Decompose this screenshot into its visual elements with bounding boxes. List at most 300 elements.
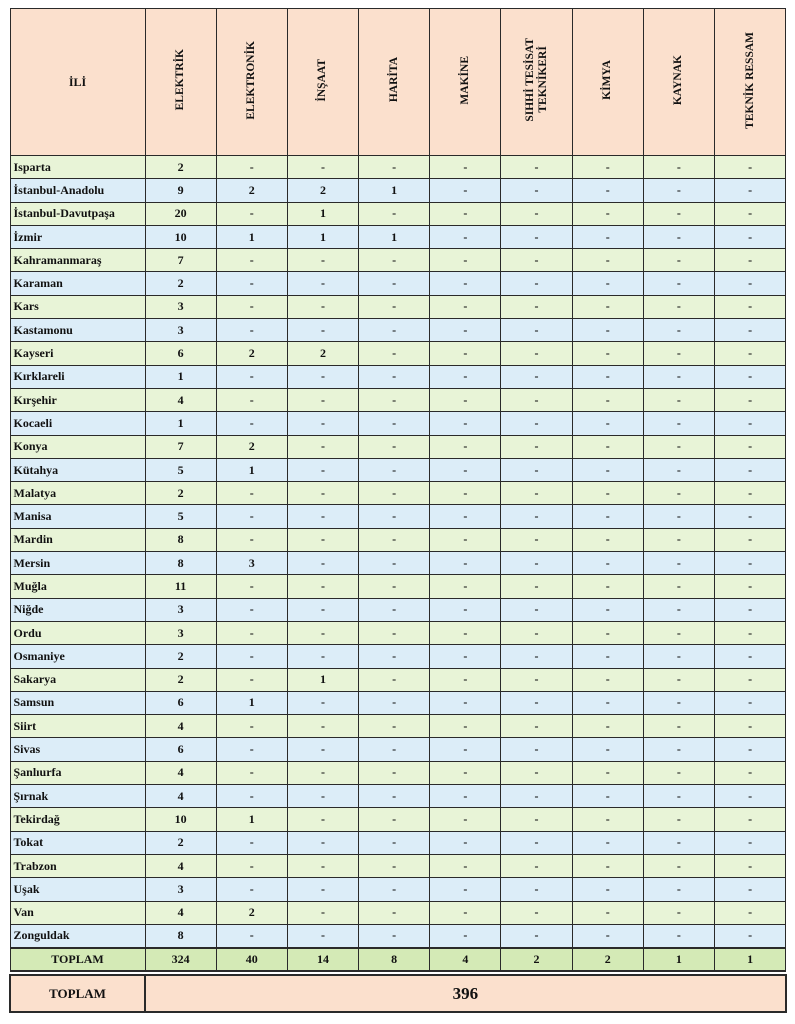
table-row (10, 156, 786, 179)
value-cell: - (501, 924, 572, 948)
province-name: Isparta (10, 156, 145, 179)
total-cell: 1 (715, 948, 786, 971)
value-cell: - (501, 668, 572, 691)
value-cell: - (359, 505, 430, 528)
value-cell: 5 (145, 505, 216, 528)
value-cell: - (715, 505, 786, 528)
value-cell: - (216, 924, 287, 948)
value-cell: - (643, 179, 714, 202)
value-cell: 7 (145, 249, 216, 272)
value-cell: 10 (145, 225, 216, 248)
value-cell: 3 (145, 319, 216, 342)
value-cell: - (287, 528, 358, 551)
province-name: Kocaeli (10, 412, 145, 435)
value-cell: - (572, 808, 643, 831)
summary-table-container (9, 8, 785, 1013)
value-cell: - (572, 598, 643, 621)
value-cell: - (430, 901, 501, 924)
value-cell: - (216, 761, 287, 784)
value-cell: - (216, 738, 287, 761)
value-cell: - (643, 621, 714, 644)
value-cell: - (287, 621, 358, 644)
value-cell: 1 (287, 225, 358, 248)
value-cell: 2 (145, 645, 216, 668)
province-name: Kütahya (10, 458, 145, 481)
value-cell: - (715, 412, 786, 435)
province-name: İstanbul-Anadolu (10, 179, 145, 202)
table-row (10, 179, 786, 202)
column-header (430, 9, 501, 156)
value-cell: 8 (145, 552, 216, 575)
value-cell: - (643, 505, 714, 528)
table-row (10, 785, 786, 808)
table-row (10, 552, 786, 575)
value-cell: 4 (145, 761, 216, 784)
table-row (10, 808, 786, 831)
province-name: Manisa (10, 505, 145, 528)
value-cell: - (501, 738, 572, 761)
value-cell: - (216, 621, 287, 644)
value-cell: 1 (287, 668, 358, 691)
province-name: Tokat (10, 831, 145, 854)
value-cell: 7 (145, 435, 216, 458)
value-cell: - (572, 621, 643, 644)
value-cell: - (501, 482, 572, 505)
value-cell: - (643, 388, 714, 411)
value-cell: - (287, 552, 358, 575)
value-cell: 3 (145, 621, 216, 644)
value-cell: - (216, 575, 287, 598)
total-cell: 2 (572, 948, 643, 971)
value-cell: 3 (216, 552, 287, 575)
value-cell: - (715, 179, 786, 202)
column-header (643, 9, 714, 156)
value-cell: - (287, 645, 358, 668)
value-cell: - (216, 528, 287, 551)
value-cell: - (359, 738, 430, 761)
table-row (10, 225, 786, 248)
value-cell: - (643, 901, 714, 924)
header-row (10, 9, 786, 156)
value-cell: - (643, 785, 714, 808)
value-cell: - (216, 365, 287, 388)
value-cell: - (572, 272, 643, 295)
value-cell: - (430, 249, 501, 272)
value-cell: - (216, 249, 287, 272)
value-cell: 4 (145, 901, 216, 924)
value-cell: - (643, 808, 714, 831)
province-name: Karaman (10, 272, 145, 295)
value-cell: - (287, 715, 358, 738)
value-cell: - (501, 202, 572, 225)
value-cell: - (359, 272, 430, 295)
value-cell: - (572, 365, 643, 388)
value-cell: - (287, 901, 358, 924)
value-cell: - (359, 202, 430, 225)
value-cell: - (572, 738, 643, 761)
value-cell: - (430, 342, 501, 365)
value-cell: - (643, 645, 714, 668)
province-name: Şırnak (10, 785, 145, 808)
value-cell: - (715, 808, 786, 831)
total-cell: 4 (430, 948, 501, 971)
value-cell: - (715, 761, 786, 784)
value-cell: 1 (287, 202, 358, 225)
value-cell: - (216, 785, 287, 808)
column-header (501, 9, 572, 156)
table-row (10, 715, 786, 738)
province-header: İLİ (10, 9, 145, 156)
table-row (10, 505, 786, 528)
value-cell: - (359, 552, 430, 575)
value-cell: - (643, 761, 714, 784)
value-cell: - (501, 761, 572, 784)
value-cell: - (287, 295, 358, 318)
value-cell: - (430, 854, 501, 877)
value-cell: - (216, 854, 287, 877)
value-cell: 6 (145, 342, 216, 365)
table-row (10, 342, 786, 365)
value-cell: - (643, 225, 714, 248)
value-cell: - (359, 528, 430, 551)
value-cell: - (643, 412, 714, 435)
value-cell: - (572, 202, 643, 225)
value-cell: - (715, 924, 786, 948)
value-cell: - (643, 342, 714, 365)
value-cell: - (501, 598, 572, 621)
value-cell: - (572, 388, 643, 411)
value-cell: 10 (145, 808, 216, 831)
value-cell: 2 (216, 342, 287, 365)
value-cell: - (216, 272, 287, 295)
value-cell: - (715, 319, 786, 342)
value-cell: - (359, 575, 430, 598)
value-cell: - (501, 528, 572, 551)
table-row (10, 668, 786, 691)
value-cell: - (287, 738, 358, 761)
value-cell: - (359, 319, 430, 342)
table-row (10, 738, 786, 761)
value-cell: - (715, 249, 786, 272)
value-cell: 8 (145, 924, 216, 948)
value-cell: - (430, 435, 501, 458)
value-cell: 1 (359, 179, 430, 202)
column-header (216, 9, 287, 156)
value-cell: - (430, 272, 501, 295)
total-label: TOPLAM (10, 948, 145, 971)
value-cell: - (501, 878, 572, 901)
value-cell: - (715, 575, 786, 598)
value-cell: - (643, 878, 714, 901)
value-cell: - (715, 365, 786, 388)
value-cell: - (572, 924, 643, 948)
value-cell: 2 (216, 435, 287, 458)
value-cell: - (501, 319, 572, 342)
value-cell: - (572, 831, 643, 854)
value-cell: - (501, 225, 572, 248)
province-name: Uşak (10, 878, 145, 901)
value-cell: 1 (216, 691, 287, 714)
value-cell: - (643, 854, 714, 877)
value-cell: - (359, 878, 430, 901)
value-cell: - (430, 482, 501, 505)
province-name: Siirt (10, 715, 145, 738)
value-cell: - (359, 598, 430, 621)
value-cell: - (501, 808, 572, 831)
value-cell: - (643, 249, 714, 272)
value-cell: - (287, 388, 358, 411)
column-header (287, 9, 358, 156)
table-row (10, 319, 786, 342)
province-name: Tekirdağ (10, 808, 145, 831)
value-cell: - (430, 575, 501, 598)
province-name: Kastamonu (10, 319, 145, 342)
province-name: Ordu (10, 621, 145, 644)
value-cell: - (216, 319, 287, 342)
value-cell: - (715, 901, 786, 924)
value-cell: - (501, 435, 572, 458)
table-row (10, 645, 786, 668)
province-name: Kahramanmaraş (10, 249, 145, 272)
value-cell: - (359, 715, 430, 738)
value-cell: - (430, 365, 501, 388)
value-cell: - (501, 505, 572, 528)
value-cell: - (287, 691, 358, 714)
column-header-label: MAKİNE (458, 55, 471, 105)
value-cell: - (501, 458, 572, 481)
value-cell: 1 (145, 412, 216, 435)
value-cell: - (572, 156, 643, 179)
table-row (10, 202, 786, 225)
value-cell: - (430, 715, 501, 738)
value-cell: 11 (145, 575, 216, 598)
value-cell: 2 (287, 342, 358, 365)
value-cell: - (715, 621, 786, 644)
value-cell: 2 (145, 482, 216, 505)
province-name: Kars (10, 295, 145, 318)
value-cell: 20 (145, 202, 216, 225)
value-cell: 1 (359, 225, 430, 248)
value-cell: - (572, 179, 643, 202)
value-cell: - (643, 528, 714, 551)
value-cell: - (430, 225, 501, 248)
value-cell: - (359, 388, 430, 411)
table-row (10, 388, 786, 411)
value-cell: - (501, 715, 572, 738)
value-cell: - (501, 552, 572, 575)
value-cell: - (359, 668, 430, 691)
value-cell: - (430, 785, 501, 808)
value-cell: - (501, 621, 572, 644)
value-cell: - (643, 668, 714, 691)
value-cell: - (287, 924, 358, 948)
value-cell: - (572, 412, 643, 435)
table-row (10, 691, 786, 714)
total-cell: 14 (287, 948, 358, 971)
value-cell: 4 (145, 388, 216, 411)
value-cell: - (359, 691, 430, 714)
value-cell: - (359, 854, 430, 877)
value-cell: - (216, 668, 287, 691)
value-cell: - (715, 598, 786, 621)
value-cell: - (715, 738, 786, 761)
value-cell: - (216, 645, 287, 668)
column-header-label: ELEKTRİK (174, 49, 187, 111)
value-cell: - (715, 295, 786, 318)
province-name: Kırşehir (10, 388, 145, 411)
value-cell: - (359, 412, 430, 435)
value-cell: - (430, 808, 501, 831)
value-cell: - (643, 691, 714, 714)
value-cell: - (287, 435, 358, 458)
total-cell: 8 (359, 948, 430, 971)
value-cell: - (359, 808, 430, 831)
value-cell: - (643, 435, 714, 458)
value-cell: 3 (145, 295, 216, 318)
value-cell: - (501, 575, 572, 598)
value-cell: - (216, 482, 287, 505)
value-cell: - (359, 924, 430, 948)
table-row (10, 854, 786, 877)
province-name: İstanbul-Davutpaşa (10, 202, 145, 225)
value-cell: - (572, 225, 643, 248)
value-cell: - (287, 156, 358, 179)
table-row (10, 458, 786, 481)
value-cell: 2 (145, 272, 216, 295)
value-cell: - (572, 319, 643, 342)
table-row (10, 878, 786, 901)
province-name: Samsun (10, 691, 145, 714)
value-cell: - (501, 365, 572, 388)
value-cell: - (715, 388, 786, 411)
value-cell: - (643, 156, 714, 179)
total-cell: 324 (145, 948, 216, 971)
value-cell: - (715, 668, 786, 691)
value-cell: - (287, 598, 358, 621)
value-cell: - (430, 505, 501, 528)
column-header-label: ELEKTRONİK (245, 40, 258, 120)
total-cell: 2 (501, 948, 572, 971)
value-cell: 4 (145, 854, 216, 877)
province-name: Muğla (10, 575, 145, 598)
value-cell: - (430, 295, 501, 318)
value-cell: - (572, 482, 643, 505)
table-row (10, 528, 786, 551)
value-cell: - (572, 528, 643, 551)
value-cell: - (287, 482, 358, 505)
value-cell: - (501, 156, 572, 179)
value-cell: - (430, 412, 501, 435)
value-cell: - (359, 249, 430, 272)
province-name: Zonguldak (10, 924, 145, 948)
value-cell: - (643, 482, 714, 505)
value-cell: - (359, 156, 430, 179)
value-cell: - (430, 645, 501, 668)
value-cell: - (359, 365, 430, 388)
value-cell: 1 (145, 365, 216, 388)
value-cell: - (715, 831, 786, 854)
column-header-label: HARİTA (387, 57, 400, 103)
value-cell: - (359, 761, 430, 784)
value-cell: - (572, 785, 643, 808)
value-cell: - (359, 901, 430, 924)
value-cell: 3 (145, 598, 216, 621)
value-cell: - (430, 552, 501, 575)
value-cell: - (359, 435, 430, 458)
value-cell: - (572, 249, 643, 272)
value-cell: - (643, 598, 714, 621)
value-cell: - (287, 878, 358, 901)
value-cell: - (430, 528, 501, 551)
province-name: Konya (10, 435, 145, 458)
value-cell: - (430, 761, 501, 784)
value-cell: - (501, 645, 572, 668)
province-name: Malatya (10, 482, 145, 505)
value-cell: - (715, 715, 786, 738)
value-cell: - (643, 458, 714, 481)
value-cell: - (572, 878, 643, 901)
value-cell: - (572, 901, 643, 924)
value-cell: - (572, 435, 643, 458)
total-row (10, 948, 786, 971)
value-cell: - (430, 691, 501, 714)
value-cell: 5 (145, 458, 216, 481)
value-cell: - (430, 179, 501, 202)
value-cell: - (715, 342, 786, 365)
value-cell: - (572, 295, 643, 318)
value-cell: - (572, 668, 643, 691)
table-row (10, 412, 786, 435)
value-cell: - (216, 831, 287, 854)
value-cell: 6 (145, 738, 216, 761)
table-row (10, 621, 786, 644)
table-row (10, 272, 786, 295)
value-cell: - (216, 156, 287, 179)
value-cell: - (430, 668, 501, 691)
summary-table (9, 8, 787, 1013)
value-cell: - (572, 715, 643, 738)
grand-total-row (10, 975, 786, 1012)
value-cell: - (572, 645, 643, 668)
value-cell: - (216, 505, 287, 528)
province-name: Mersin (10, 552, 145, 575)
total-cell: 40 (216, 948, 287, 971)
value-cell: - (501, 412, 572, 435)
value-cell: - (715, 645, 786, 668)
column-header-label: TEKNİK RESSAM (743, 31, 756, 129)
province-name: Sakarya (10, 668, 145, 691)
column-header-label: SIHHİ TESİSAT TEKNİKERİ (523, 38, 549, 122)
value-cell: - (359, 458, 430, 481)
value-cell: - (287, 365, 358, 388)
value-cell: 2 (145, 156, 216, 179)
value-cell: - (216, 388, 287, 411)
value-cell: - (359, 785, 430, 808)
province-name: Trabzon (10, 854, 145, 877)
value-cell: - (287, 319, 358, 342)
value-cell: 3 (145, 878, 216, 901)
value-cell: 2 (287, 179, 358, 202)
table-row (10, 482, 786, 505)
value-cell: - (572, 761, 643, 784)
value-cell: 1 (216, 458, 287, 481)
value-cell: - (359, 621, 430, 644)
province-name: Niğde (10, 598, 145, 621)
value-cell: - (501, 179, 572, 202)
value-cell: - (216, 598, 287, 621)
value-cell: - (287, 761, 358, 784)
value-cell: - (501, 854, 572, 877)
